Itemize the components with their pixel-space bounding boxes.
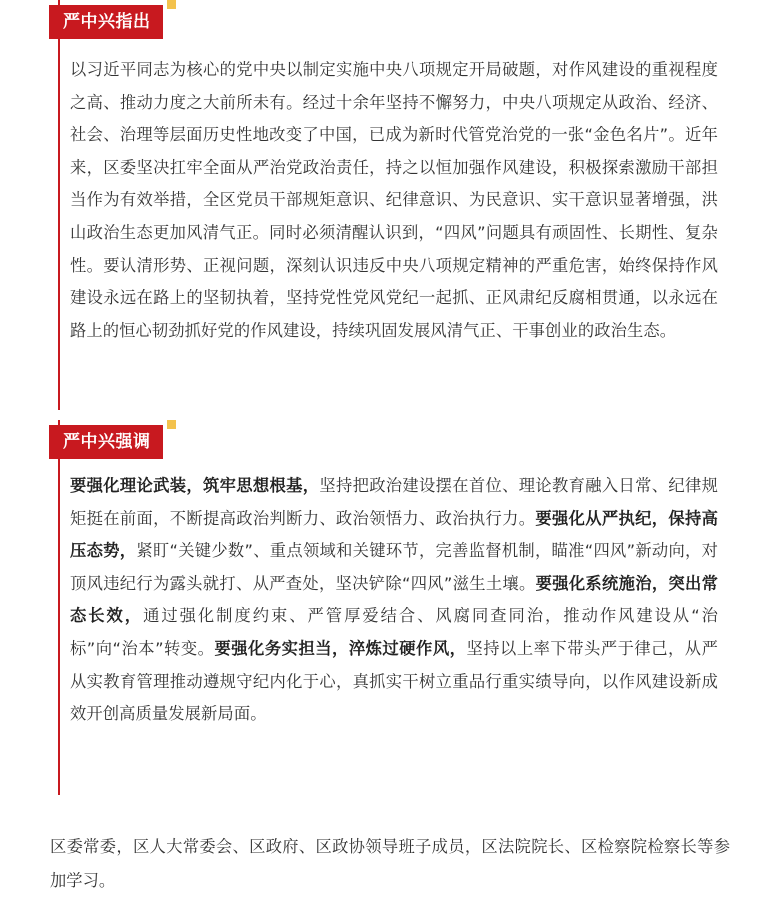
- key-point-text: 紧盯“关键少数”、重点领域和关键环节，完善监督机制，瞄准“四风”新动向，对顶风违纪行为露头就打、从严查处，坚决铲除“四风”滋生土壤。: [70, 541, 718, 593]
- key-point-heading: 要强化从严执纪，保持高压态势，: [70, 508, 718, 561]
- section-divider-line: [58, 0, 60, 410]
- key-point-heading: 要强化系统施治，突出常态长效，: [70, 573, 718, 626]
- key-point-heading: 要强化理论武装，筑牢思想根基，: [70, 476, 320, 495]
- key-point-text: 通过强化制度约束、严管厚爱结合、风腐同查同治，推动作风建设从“治标”向“治本”转变。: [70, 606, 719, 658]
- key-point-text: 坚持以上率下带头严于律己，从严从实教育管理推动遵规守纪内化于心，真抓实干树立重品行重实绩导向，以作风建设新成效开创高质量发展新局面。: [70, 638, 718, 724]
- section-tag: [49, 5, 163, 39]
- section-pointed-out: [0, 0, 777, 410]
- closing-paragraph: 区委常委，区人大常委会、区政府、区政协领导班子成员，区法院院长、区检察院检察长等参加学习。: [50, 837, 730, 890]
- section-tag-label: 严中兴指出: [63, 12, 151, 32]
- section-paragraph: 以习近平同志为核心的党中央以制定实施中央八项规定开局破题，对作风建设的重视程度之高、推动力度之大前所未有。经过十余年坚持不懈努力，中央八项规定从政治、经济、社会、治理等层面历史性地改变了中国，已成为新时代管党治党的一张“金色名片”。近年来，区委坚决扛牢全面从严治党政治责任，持之以恒加强作风建设，积极探索激励干部担当作为有效举措，全区党员干部规矩意识、纪律意识、为民意识、实干意识显著增强，洪山政治生态更加风清气正。同时必须清醒认识到，“四风”问题具有顽固性、长期性、复杂性。要认清形势、正视问题，深刻认识违反中央八项规定精神的严重危害，始终保持作风建设永远在路上的坚韧执着，坚持党性党风党纪一起抓、正风肃纪反腐相贯通，以永远在路上的恒心韧劲抓好党的作风建设，持续巩固发展风清气正、干事创业的政治生态。: [70, 60, 718, 340]
- section-tag-label: 严中兴强调: [63, 432, 151, 452]
- section-tag: [49, 425, 163, 459]
- section-paragraph: [70, 470, 718, 731]
- key-point-text: 坚持把政治建设摆在首位、理论教育融入日常、纪律规矩挺在前面，不断提高政治判断力、政治领悟力、政治执行力。: [70, 476, 718, 528]
- key-point-heading: 要强化务实担当，淬炼过硬作风，: [214, 638, 467, 658]
- tag-corner-decoration: [167, 0, 176, 9]
- tag-corner-decoration: [167, 420, 176, 429]
- section-emphasized: [0, 420, 777, 795]
- section-divider-line: [58, 420, 60, 795]
